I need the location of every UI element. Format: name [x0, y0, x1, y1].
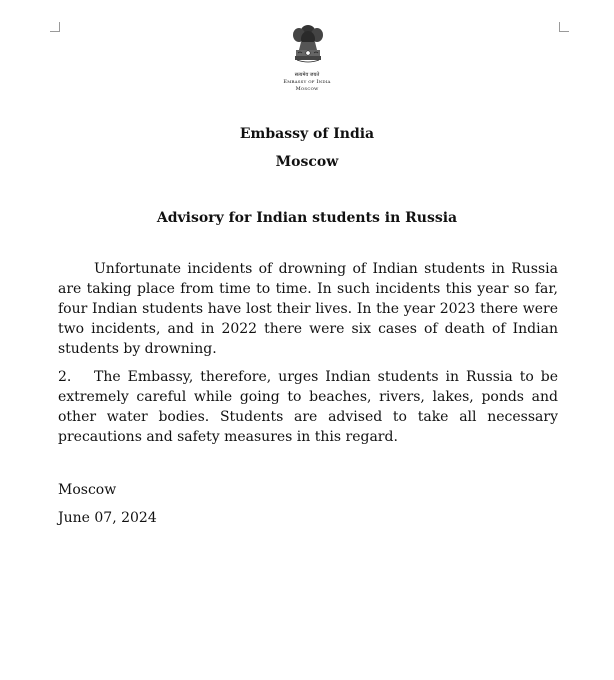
paragraph-2 — [58, 367, 558, 447]
page-corner-mark-right — [559, 22, 569, 32]
emblem-caption-embassy: Embassy of India — [283, 79, 331, 85]
document-city: Moscow — [275, 154, 339, 170]
paragraph-2-text: The Embassy, therefore, urges Indian students in Russia to be extremely careful while going to beaches, rivers, lakes, ponds and other water bodies. Students are advised to take all necessary precautions and safety measures in this regard. — [58, 369, 558, 445]
page-corner-mark-left — [50, 22, 60, 32]
signoff-place: Moscow — [58, 482, 117, 498]
emblem-motto: सत्यमेव जयते — [294, 72, 320, 78]
national-emblem-icon — [287, 22, 329, 74]
paragraph-1 — [58, 259, 558, 359]
document-title: Embassy of India — [239, 126, 375, 142]
paragraph-1-text: Unfortunate incidents of drowning of Indian students in Russia are taking place from time to time. In such incidents this year so far, four Indian students have lost their lives. In the year 2023 there were two incidents, and in 2022 there were six cases of death of Indian students by drowning. — [58, 261, 558, 357]
advisory-subject: Advisory for Indian students in Russia — [156, 210, 458, 226]
paragraph-2-number: 2. — [58, 369, 72, 385]
signoff-date: June 07, 2024 — [58, 510, 157, 526]
emblem-caption-city: Moscow — [295, 86, 319, 92]
